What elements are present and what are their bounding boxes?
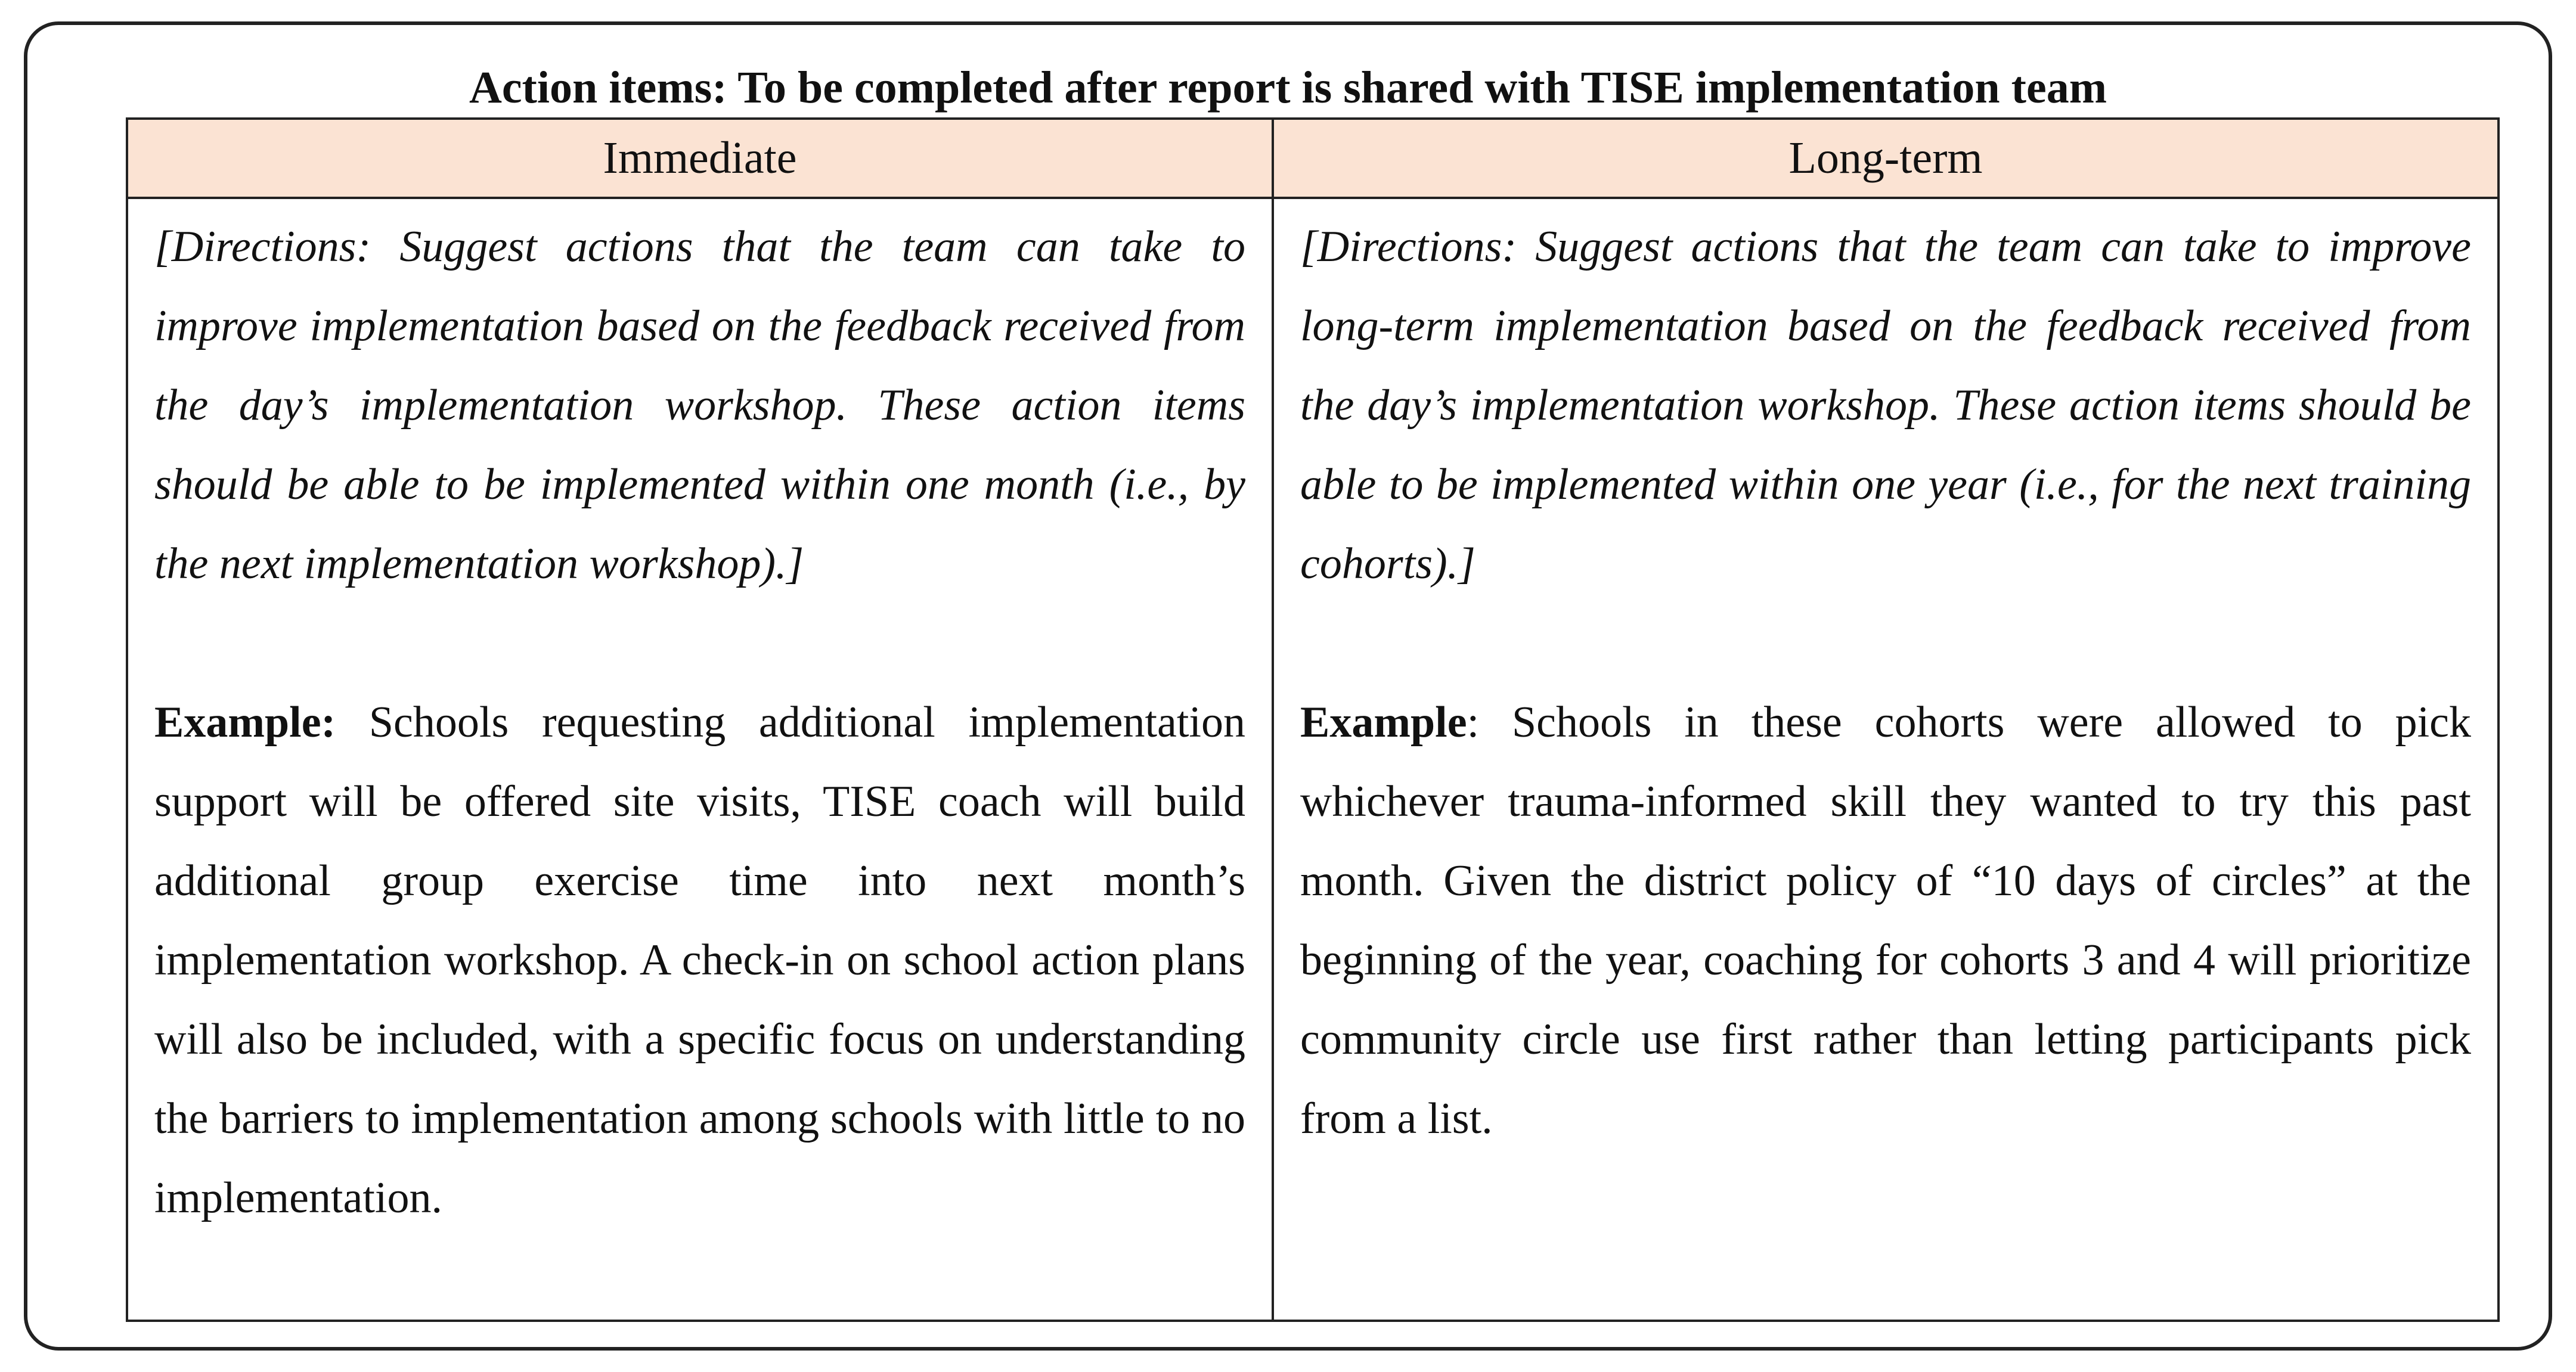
spacer [1300, 604, 2471, 683]
directions-long-term: [Directions: Suggest actions that the team can take to improve long-term implementation based on the feedback received from the day’s implementation workshop. These action items should be able to be implemented within one year (i.e., for the next training cohorts).] [1300, 222, 2471, 588]
cell-immediate [128, 199, 1272, 1320]
example-label-immediate: Example: [154, 698, 336, 747]
action-items-table [126, 117, 2500, 1322]
column-header-immediate: Immediate [603, 133, 797, 183]
example-label-long-term: Example [1300, 698, 1467, 747]
example-immediate [154, 683, 1245, 1238]
table-title: Action items: To be completed after report is shared with TISE implementation team [469, 63, 2107, 113]
directions-immediate: [Directions: Suggest actions that the team can take to improve implementation based on the feedback received from the day’s implementation workshop. These action items should be able to be implemented within one month (i.e., by the next implementation workshop).] [154, 222, 1245, 588]
example-long-term [1300, 683, 2471, 1159]
spacer [154, 604, 1245, 683]
table-header-row [128, 120, 2497, 199]
cell-long-term [1274, 199, 2497, 1320]
example-text-immediate: Schools requesting additional implementation support will be offered site visits, TISE coach will build additional group exercise time into next month’s implementation workshop. A check-in on school action plans will also be included, with a specific focus on understanding the barriers to implementation among schools with little to no implementation. [154, 698, 1245, 1222]
column-header-long-term: Long-term [1788, 133, 1983, 183]
example-text-long-term: : Schools in these cohorts were allowed to pick whichever trauma-informed skill they wanted to try this past month. Given the district policy of “10 days of circles” at the beginning of the year, coaching for cohorts 3 and 4 will prioritize community circle use first rather than letting participants pick from a list. [1300, 698, 2471, 1143]
document-frame [24, 21, 2552, 1351]
